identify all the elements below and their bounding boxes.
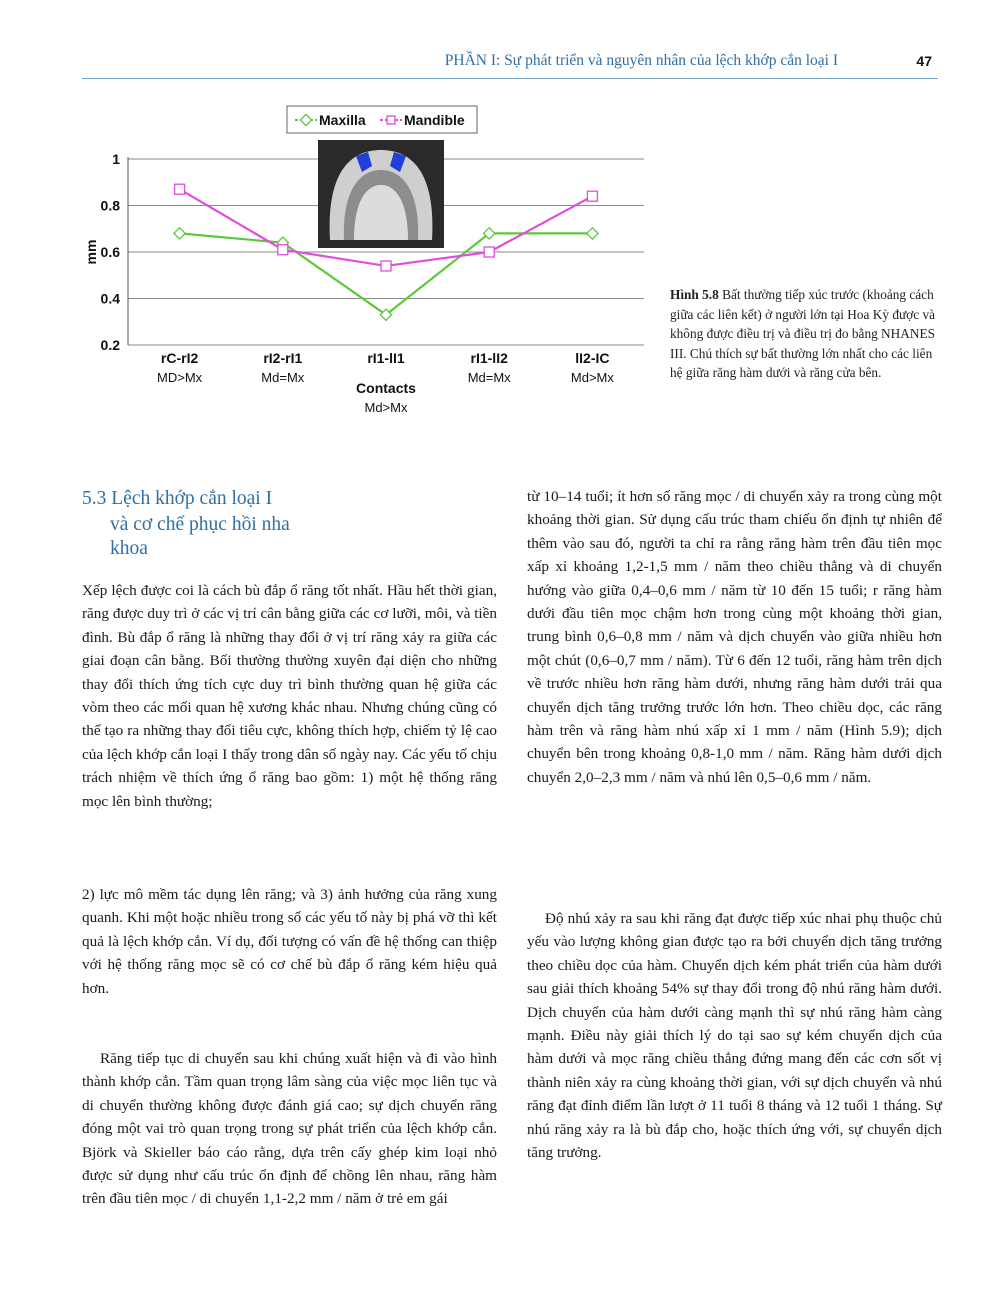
point-mandible: [175, 184, 185, 194]
x-tick-label: lI2-IC: [575, 350, 610, 366]
x-tick-sublabel: Md=Mx: [467, 370, 511, 385]
x-axis-label: Contacts: [356, 380, 416, 396]
chart-legend: [287, 106, 477, 133]
page-header: [82, 52, 938, 79]
paragraph-left-3: Răng tiếp tục di chuyển sau khi chúng xuất hiện và đi vào hình thành khớp cắn. Tầm quan trọng lâm sàng của việc mọc liên tục và di chuyển thường không được đánh giá cao; sự dịch chuyển răng đóng một vai trò quan trọng trong sự phát triển của lệch khớp cắn. Björk và Skieller báo cáo rằng, dựa trên cấy ghép kim loại nhỏ được sử dụng như cấu trúc ổn định để chồng lên nhau, răng hàm trên đầu tiên mọc / di chuyển 1,1-2,2 mm / năm ở trẻ em gái: [82, 1050, 497, 1208]
figure-chart: [82, 100, 652, 430]
x-tick-label: rI1-lI1: [367, 350, 405, 366]
x-tick-sublabel: Md>Mx: [570, 370, 614, 385]
point-mandible: [381, 261, 391, 271]
point-mandible: [278, 245, 288, 255]
chart-y-axis: [83, 151, 128, 353]
y-tick-label: 1: [112, 151, 120, 167]
legend-label-maxilla: Maxilla: [319, 112, 366, 128]
x-axis-sublabel: Md>Mx: [364, 400, 408, 415]
point-mandible: [484, 247, 494, 257]
x-tick-sublabel: MD>Mx: [157, 370, 203, 385]
figure-caption: [670, 285, 940, 383]
paragraph-right-2: Độ nhú xảy ra sau khi răng đạt được tiếp xúc nhai phụ thuộc chủ yếu vào lượng không gian được tạo ra bởi chuyển dịch tăng trưởng theo chiều dọc của hàm. Chuyển dịch kém phát triển của hàm dưới sau giải thích khoảng 54% sự thay đổi trong độ nhú răng hàm dưới. Dịch chuyển của hàm dưới càng mạnh thì sự nhú răng hàm càng mạnh. Điều này giải thích lý do tại sao sự kém chuyển dịch của hàm dưới và mọc răng chiều thẳng đứng mang đến các cơn sốt vị thành niên xảy ra cùng khoảng thời gian, với sự dịch chuyển và nhú răng đạt đỉnh điểm lần lượt ở 11 tuổi 8 tháng và 12 tuổi 1 tháng. Sự nhú răng xảy ra là bù đắp cho, hoặc thích ứng với, sự chuyển dịch tăng trưởng.: [527, 910, 942, 1162]
legend-label-mandible: Mandible: [404, 112, 465, 128]
y-tick-label: 0.2: [100, 337, 120, 353]
page-number: 47: [916, 53, 932, 69]
y-tick-label: 0.4: [100, 290, 120, 307]
paragraph-right-1: từ 10–14 tuổi; ít hơn số răng mọc / di chuyển xảy ra trong cùng một khoảng thời gian. Sử dụng cấu trúc tham chiếu ổn định tự nhiên để thêm vào sau đó, người ta chỉ ra rằng răng hàm trên đầu tiên mọc xấp xỉ khoảng 1,2-1,5 mm / năm theo chiều thẳng và di chuyển hướng vào giữa 0,4–0,6 mm / năm từ 10 đến 15 tuổi; r răng hàm dưới đầu tiên mọc chậm hơn trong cùng một khoảng thời gian, trung bình 0,6–0,8 mm / năm và dịch chuyển vào giữa nhiều hơn một chút (0,6–0,7 mm / năm). Từ 6 đến 12 tuổi, răng hàm trên dịch về trước nhiều hơn răng hàm dưới, nhưng răng hàm dưới trải qua chuyển dịch tăng trưởng trước lớn hơn. Theo chiều dọc, các răng hàm trên và răng hàm nhú xấp xỉ 1 mm / năm (Hình 5.9); dịch chuyển bên trong khoảng 0,8-1,0 mm / năm. Răng hàm dưới dịch chuyển 2,0–2,3 mm / năm và nhú lên 0,5–0,6 mm / năm.: [527, 488, 942, 786]
x-tick-label: rC-rI2: [160, 350, 199, 366]
section-heading-line2: và cơ chế phục hồi nha khoa: [110, 514, 290, 559]
paragraph-left-2: 2) lực mô mềm tác dụng lên răng; và 3) ảnh hưởng của răng xung quanh. Khi một hoặc nhiều trong số các yếu tố này bị phá vỡ thì kết quả là lệch khớp cắn. Ví dụ, đối tượng có vấn đề hệ thống can thiệp với hệ thống răng mọc sẽ có cơ chế bù đắp ổ răng kém hiệu quả hơn.: [82, 886, 497, 997]
point-mandible: [587, 191, 597, 201]
section-heading: [82, 484, 322, 561]
caption-label: Hình 5.8: [670, 287, 719, 302]
paragraph-left-1: Xếp lệch được coi là cách bù đắp ổ răng tốt nhất. Hầu hết thời gian, răng được duy trì ở các vị trí cân bằng giữa các cơ lưỡi, môi, và tiền đình. Bù đắp ổ răng là những thay đổi ở vị trí răng xảy ra giữa các giai đoạn cân bằng. Bối thường thường xuyên đại diện cho những thay đổi thích ứng tích cực duy trì bình thường quan hệ giữa các vòm theo các mối quan hệ xương khác nhau. Nhưng chúng cũng có thể tạo ra những thay đổi tiêu cực, không thích hợp, chiếm tỷ lệ cao của lệch khớp cắn loại I thấy trong dân số ngày nay. Các yếu tố chịu trách nhiệm về thích ứng ổ răng bao gồm: 1) một hệ thống răng mọc lên bình thường;: [82, 582, 497, 810]
x-tick-sublabel: Md=Mx: [261, 370, 305, 385]
y-tick-label: 0.8: [100, 197, 120, 214]
caption-text: Bất thường tiếp xúc trước (khoảng cách giữa các liên kết) ở người lớn tại Hoa Kỳ được và không được điều trị và điều trị đo bằng NHANES III. Chú thích sự bất thường lớn nhất cho các liên hệ giữa răng hàm dưới và răng cửa bên.: [670, 287, 936, 380]
dental-arch-photo: [318, 140, 444, 248]
section-heading-line1: 5.3 Lệch khớp cắn loại I: [82, 488, 273, 509]
y-axis-label: mm: [83, 239, 99, 265]
chart-x-axis: [157, 350, 614, 415]
y-tick-label: 0.6: [100, 244, 120, 260]
point-maxilla: [174, 228, 185, 239]
point-maxilla: [587, 228, 598, 239]
running-title: PHẦN I: Sự phát triển và nguyên nhân của lệch khớp cắn loại I: [444, 52, 838, 69]
x-tick-label: rI1-lI2: [470, 350, 508, 366]
x-tick-label: rI2-rI1: [263, 350, 303, 366]
